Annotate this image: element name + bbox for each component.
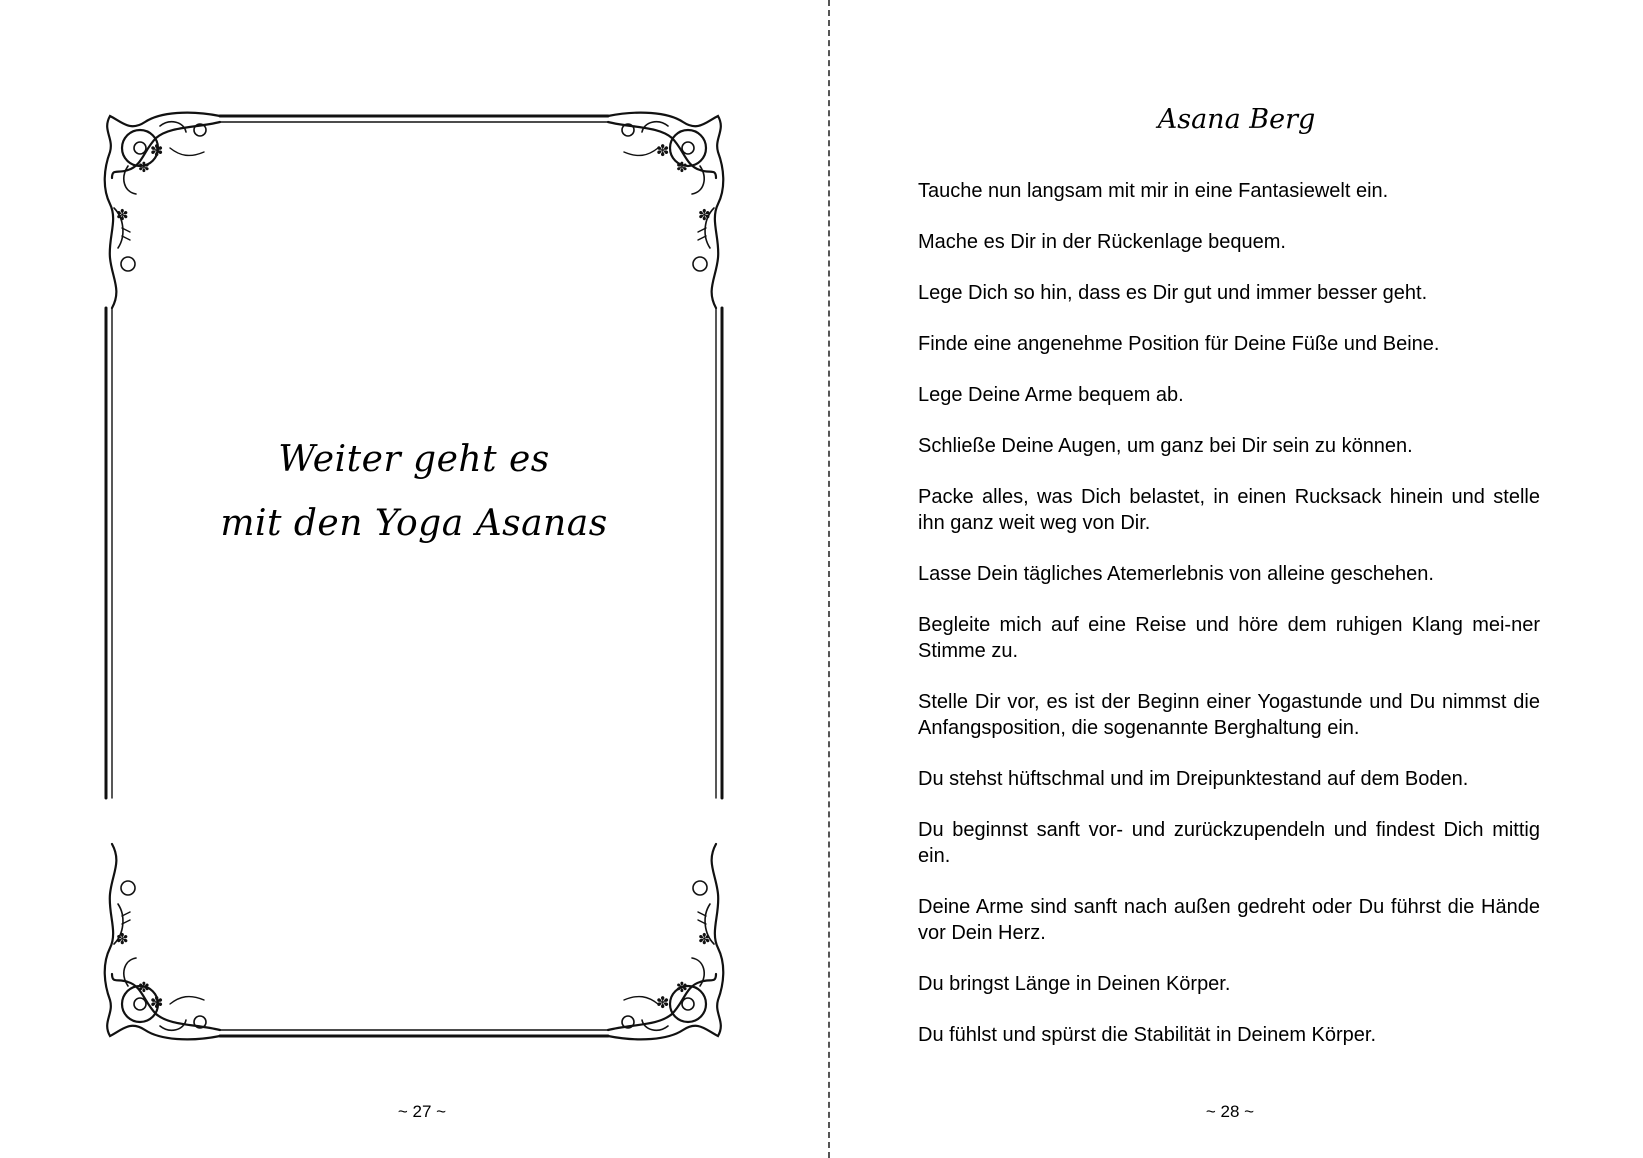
page-number-right: ~ 28 ~ (1205, 1102, 1255, 1121)
paragraph: Stelle Dir vor, es ist der Beginn einer Yogastunde und Du nimmst die Anfangsposition, die sogenannte Berghaltung ein. (918, 691, 1540, 739)
chapter-title-line-2: mit den Yoga Asanas (220, 503, 608, 544)
page-number-left: ~ 27 ~ (397, 1102, 447, 1121)
paragraph: Du beginnst sanft vor- und zurückzupendeln und findest Dich mittig ein. (918, 819, 1540, 867)
paragraph: Lege Deine Arme bequem ab. (918, 384, 1184, 406)
paragraph: Du fühlst und spürst die Stabilität in Deinem Körper. (918, 1024, 1377, 1046)
paragraph: Schließe Deine Augen, um ganz bei Dir sein zu können. (918, 435, 1413, 457)
paragraph: Begleite mich auf eine Reise und höre dem ruhigen Klang mei-ner Stimme zu. (918, 614, 1540, 662)
svg-text:✽: ✽ (698, 206, 711, 224)
svg-text:✽: ✽ (138, 160, 150, 176)
svg-text:✽: ✽ (676, 980, 688, 996)
paragraph: Lege Dich so hin, dass es Dir gut und immer besser geht. (918, 282, 1428, 304)
paragraph: Tauche nun langsam mit mir in eine Fantasiewelt ein. (918, 180, 1389, 202)
paragraph: Du bringst Länge in Deinen Körper. (918, 973, 1231, 995)
svg-text:✽: ✽ (656, 141, 670, 160)
paragraph: Du stehst hüftschmal und im Dreipunktestand auf dem Boden. (918, 768, 1469, 790)
section-title: Asana Berg (1157, 104, 1316, 135)
svg-text:✽: ✽ (116, 930, 129, 948)
chapter-title (100, 428, 728, 556)
svg-text:✽: ✽ (150, 993, 164, 1012)
paragraph: Finde eine angenehme Position für Deine Füße und Beine. (918, 333, 1440, 355)
svg-text:✽: ✽ (138, 980, 150, 996)
svg-text:✽: ✽ (656, 993, 670, 1012)
paragraph: Lasse Dein tägliches Atemerlebnis von alleine geschehen. (918, 563, 1434, 585)
ornamental-frame (100, 108, 728, 1044)
paragraph: Deine Arme sind sanft nach außen gedreht oder Du führst die Hände vor Dein Herz. (918, 896, 1540, 944)
paragraph: Packe alles, was Dich belastet, in einen Rucksack hinein und stelle ihn ganz weit weg von Dir. (918, 486, 1540, 534)
paragraph: Mache es Dir in der Rückenlage bequem. (918, 231, 1286, 253)
chapter-title-line-1: Weiter geht es (278, 439, 550, 480)
svg-text:✽: ✽ (676, 160, 688, 176)
right-page (830, 0, 1643, 1158)
svg-text:✽: ✽ (150, 141, 164, 160)
body-text (918, 178, 1540, 1073)
svg-text:✽: ✽ (116, 206, 129, 224)
ornamental-frame-graphic (100, 108, 728, 1044)
svg-text:✽: ✽ (698, 930, 711, 948)
